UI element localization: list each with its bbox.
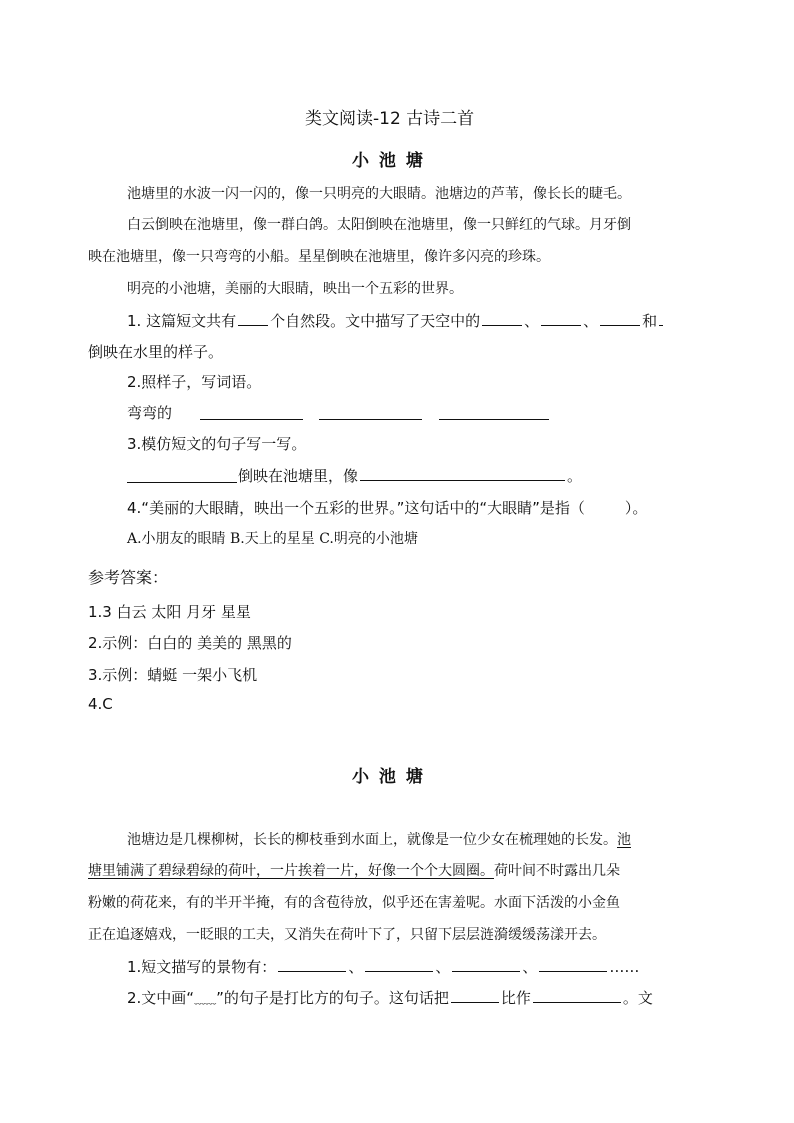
s2-q1-sep-3: 、: [522, 958, 538, 976]
question-1-line-1: [127, 310, 665, 331]
passage-1-paragraph-3: 明亮的小池塘，美丽的大眼睛，映出一个五彩的世界。: [127, 281, 463, 297]
q3-blank-1[interactable]: [127, 482, 237, 483]
passage-2-line-1-text: 池塘边是几棵柳树，长长的柳枝垂到水面上，就像是一位少女在梳理她的长发。: [127, 832, 617, 848]
question-3: 3.模仿短文的句子写一写。: [127, 435, 307, 453]
q1-sep-2: 、: [583, 312, 599, 330]
s2-q2-blank-2[interactable]: [533, 1001, 621, 1003]
q1-text-b: 个自然段。文中描写了天空中的: [270, 312, 481, 330]
answer-3: 3.示例：蜻蜓 一架小飞机: [88, 666, 258, 684]
s2-q2-text-c: 比作: [500, 989, 531, 1007]
question-1-line-2: 倒映在水里的样子。: [88, 343, 224, 361]
q1-blank-count[interactable]: [238, 324, 268, 326]
s2-q1-blank-1[interactable]: [278, 970, 346, 972]
page-title: 类文阅读-12 古诗二首: [305, 109, 475, 129]
q3-mid-text: 倒映在池塘里，像: [238, 467, 359, 485]
s2-q2-text-d: 。文: [622, 989, 653, 1007]
q4-text: 4.“美丽的大眼睛，映出一个五彩的世界。”这句话中的“大眼睛”是指（: [127, 499, 585, 517]
s2-q1-text: 1.短文描写的景物有：: [127, 958, 277, 976]
q4-end: ）。: [624, 499, 648, 517]
answer-4: 4.C: [88, 695, 113, 713]
q1-sep-1: 、: [524, 312, 540, 330]
q1-blank-1[interactable]: [482, 324, 522, 326]
passage-2-line-3: 粉嫩的荷花来，有的半开半掩，有的含苞待放，似乎还在害羞呢。水面下活泼的小金鱼: [88, 895, 620, 911]
passage-2-line-2-text: 荷叶间不时露出几朵: [494, 863, 620, 879]
s2-q1-sep-2: 、: [435, 958, 451, 976]
question-2-example: 弯弯的: [127, 404, 173, 422]
answer-2: 2.示例：白白的 美美的 黑黑的: [88, 634, 292, 652]
question-2: 2.照样子，写词语。: [127, 373, 262, 391]
passage-2-line-2: [88, 860, 620, 880]
passage-1-heading: 小 池 塘: [352, 151, 425, 171]
answer-1: 1.3 白云 太阳 月牙 星星: [88, 603, 251, 621]
passage-1-paragraph-2a: 白云倒映在池塘里，像一群白鸽。太阳倒映在池塘里，像一只鲜红的气球。月牙倒: [127, 217, 631, 233]
q1-blank-3[interactable]: [600, 324, 640, 326]
q2-blank-2[interactable]: [319, 419, 422, 420]
s2-question-1: [127, 956, 639, 977]
s2-q1-blank-2[interactable]: [365, 970, 433, 972]
s2-q2-text-a: 2.文中画“: [127, 989, 195, 1007]
q3-end: 。: [567, 467, 583, 485]
q1-blank-4[interactable]: [659, 324, 663, 326]
question-3-text: [238, 465, 582, 486]
s2-q1-blank-4[interactable]: [539, 970, 607, 972]
passage-2-line-2-marked: 塘里铺满了碧绿碧绿的荷叶，一片挨着一片，好像一个个大圆圈。: [88, 863, 494, 879]
s2-q2-blank-1[interactable]: [451, 1001, 499, 1003]
s2-q1-sep-1: 、: [348, 958, 364, 976]
passage-1-paragraph-1: 池塘里的水波一闪一闪的，像一只明亮的大眼睛。池塘边的芦苇，像长长的睫毛。: [127, 186, 631, 202]
question-4-options: A.小朋友的眼睛 B.天上的星星 C.明亮的小池塘: [127, 531, 418, 547]
s2-question-2: [127, 987, 653, 1008]
s2-q2-wavy-mark: ﹏﹏: [194, 993, 217, 1006]
passage-2-line-4: 正在追逐嬉戏，一眨眼的工夫，又消失在荷叶下了，只留下层层涟漪缓缓荡漾开去。: [88, 927, 606, 943]
question-4: [127, 497, 647, 518]
passage-2-line-1-marked: 池: [617, 832, 631, 848]
q1-text-a: 1. 这篇短文共有: [127, 312, 237, 330]
q3-blank-2[interactable]: [360, 479, 565, 481]
passage-2-heading: 小 池 塘: [352, 767, 425, 787]
q2-blank-1[interactable]: [200, 419, 303, 420]
q1-and: 和: [642, 312, 658, 330]
q1-blank-2[interactable]: [541, 324, 581, 326]
s2-q1-blank-3[interactable]: [452, 970, 520, 972]
answers-heading: 参考答案：: [88, 568, 169, 587]
passage-2-line-1: [127, 829, 631, 849]
s2-q2-text-b: ”的句子是打比方的句子。这句话把: [216, 989, 449, 1007]
s2-q1-ellipsis: ……: [609, 958, 640, 976]
passage-1-paragraph-2b: 映在池塘里，像一只弯弯的小船。星星倒映在池塘里，像许多闪亮的珍珠。: [88, 249, 550, 265]
q2-blank-3[interactable]: [439, 419, 549, 420]
